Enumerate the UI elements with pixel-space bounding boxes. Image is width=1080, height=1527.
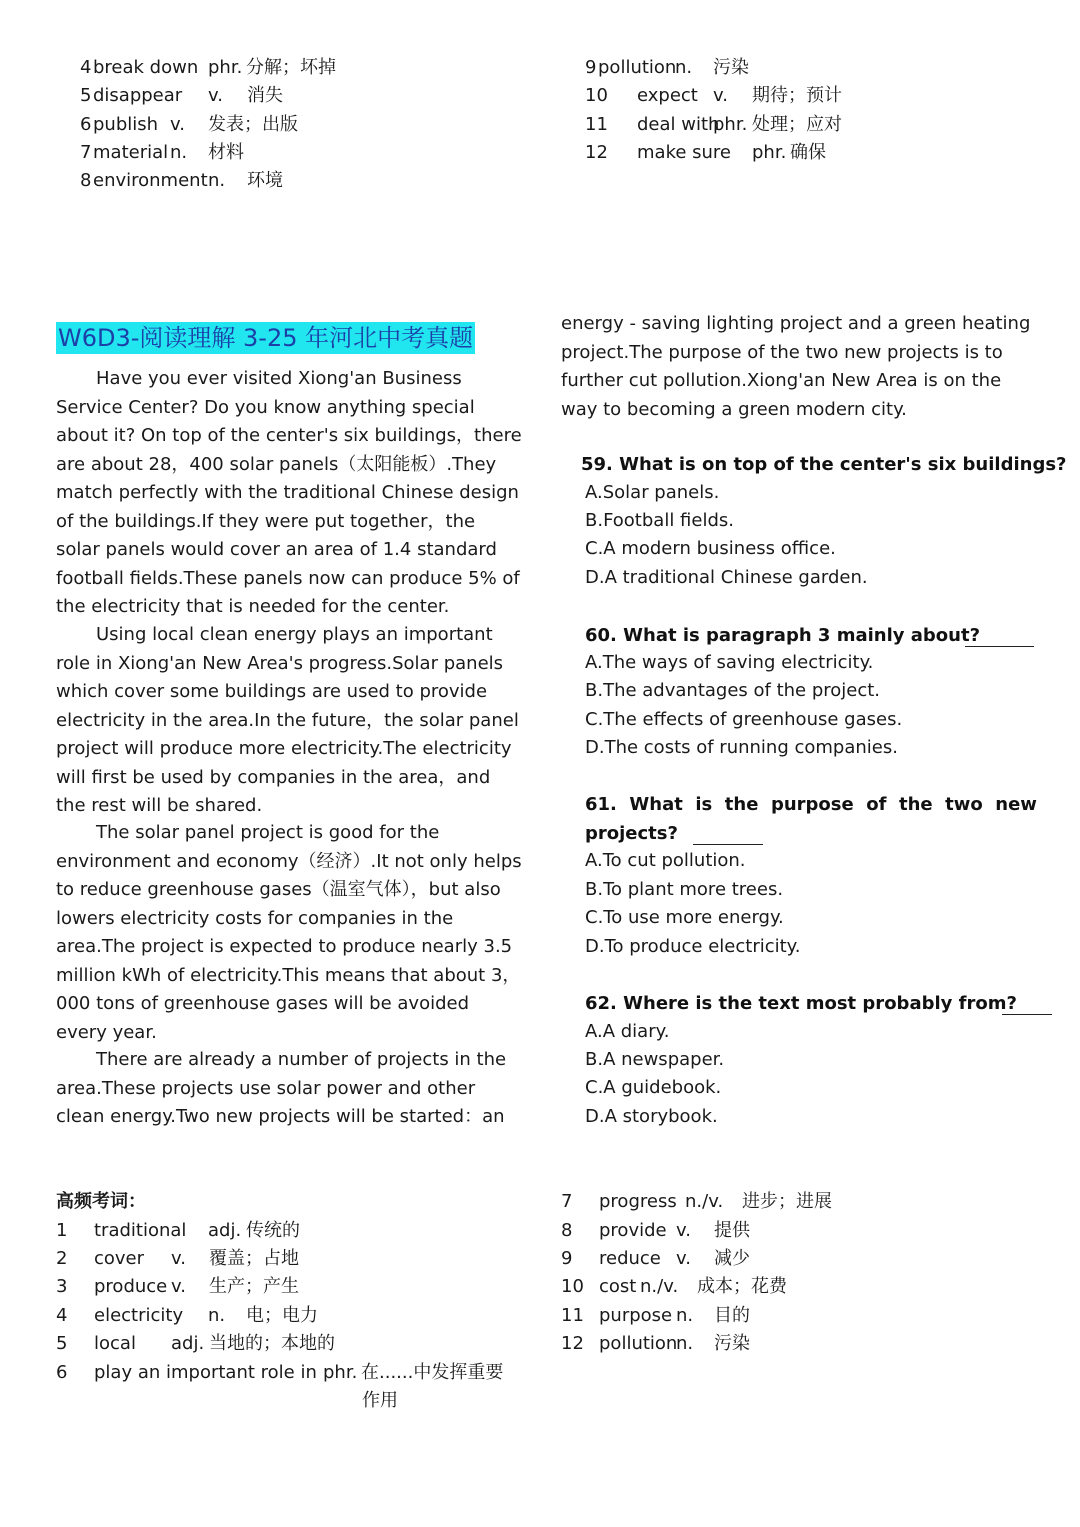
option-d: D.The costs of running companies.: [585, 737, 898, 758]
answer-blank[interactable]: [965, 630, 1034, 647]
vocab-pos: v.: [171, 1276, 186, 1297]
option-b: B.To plant more trees.: [585, 879, 784, 900]
vocab-heading: 高频考词：: [56, 1191, 146, 1212]
vocab-pos: v.: [676, 1220, 691, 1241]
answer-blank[interactable]: [693, 828, 763, 845]
question-title-line-2: projects?: [585, 823, 678, 844]
question-title: 62. Where is the text most probably from?: [585, 993, 1017, 1014]
vocab-pos: n./v.: [685, 1191, 724, 1212]
vocab-meaning: 电；电力: [246, 1305, 318, 1326]
vocab-meaning: 发表；出版: [208, 114, 298, 135]
section-title: W6D3-阅读理解 3-25 年河北中考真题: [58, 324, 474, 352]
vocab-word: local: [94, 1333, 136, 1354]
vocab-number: 12: [585, 142, 608, 163]
vocab-pos: n.: [208, 170, 226, 191]
vocab-number: 7: [561, 1191, 573, 1212]
vocab-number: 10: [585, 85, 608, 106]
passage-paragraph-3: The solar panel project is good for the environment and economy（经济）.It not only helps to reduce greenhouse gases（温室气体），but also lowers electricity costs for companies in the area.The project is expected to produce nearly 3.5 million kWh of electricity.This means that about 3，000 tons of greenhouse gases will be avoided every year.: [56, 822, 522, 1043]
vocab-word: pollution: [599, 1333, 678, 1354]
vocab-word: make sure: [637, 142, 732, 163]
option-d: D.A storybook.: [585, 1106, 718, 1127]
vocab-number: 5: [80, 85, 92, 106]
vocab-meaning: 确保: [790, 142, 826, 163]
option-a: A.The ways of saving electricity.: [585, 652, 874, 673]
vocab-meaning: 期待；预计: [752, 85, 842, 106]
vocab-word: material: [93, 142, 169, 163]
question-title: 59. What is on top of the center's six buildings?: [581, 454, 1067, 475]
vocab-meaning: 环境: [247, 170, 283, 191]
vocab-meaning: 污染: [714, 1333, 750, 1354]
vocab-meaning: 处理；应对: [752, 114, 842, 135]
option-c: C.A guidebook.: [585, 1077, 722, 1098]
vocab-number: 11: [561, 1305, 584, 1326]
vocab-number: 9: [585, 57, 597, 78]
vocab-number: 6: [80, 114, 92, 135]
vocab-meaning: 生产；产生: [209, 1276, 299, 1297]
answer-blank[interactable]: [1002, 998, 1052, 1015]
question-title: 60. What is paragraph 3 mainly about?: [585, 625, 981, 646]
vocab-number: 3: [56, 1276, 68, 1297]
vocab-pos: phr.: [752, 142, 787, 163]
option-b: B.A newspaper.: [585, 1049, 725, 1070]
vocab-pos: n.: [208, 1305, 226, 1326]
option-b: B.The advantages of the project.: [585, 680, 881, 701]
option-d: D.To produce electricity.: [585, 936, 801, 957]
option-c: C.The effects of greenhouse gases.: [585, 709, 903, 730]
vocab-word: traditional: [94, 1220, 187, 1241]
vocab-word: reduce: [599, 1248, 661, 1269]
option-a: A.Solar panels.: [585, 482, 720, 503]
vocab-pos: n.: [675, 57, 693, 78]
vocab-meaning: 减少: [714, 1248, 750, 1269]
vocab-pos: v.: [171, 1248, 186, 1269]
vocab-pos: adj.: [171, 1333, 205, 1354]
vocab-number: 12: [561, 1333, 584, 1354]
vocab-number: 10: [561, 1276, 584, 1297]
vocab-word: provide: [599, 1220, 667, 1241]
option-b: B.Football fields.: [585, 510, 734, 531]
vocab-word: progress: [599, 1191, 677, 1212]
passage-paragraph-1: Have you ever visited Xiong'an Business Service Center? Do you know anything special about it? On top of the center's six buildings，there are about 28，400 solar panels（太阳能板）.They match perfectly with the traditional Chinese design of the buildings.If they were put together，the solar panels would cover an area of 1.4 standard football fields.These panels now can produce 5% of the electricity that is needed for the center.: [56, 368, 522, 617]
vocab-number: 1: [56, 1220, 68, 1241]
vocab-pos: n.: [676, 1333, 694, 1354]
passage-paragraph-2: Using local clean energy plays an important role in Xiong'an New Area's progress.Solar panels which cover some buildings are used to provide electricity in the area.In the future，the solar panel project will produce more electricity.The electricity will first be used by companies in the area，and the rest will be shared.: [56, 624, 519, 816]
vocab-pos: v.: [676, 1248, 691, 1269]
vocab-word: cost: [599, 1276, 637, 1297]
vocab-meaning: 分解；坏掉: [246, 57, 336, 78]
vocab-meaning: 传统的: [246, 1220, 300, 1241]
vocab-number: 4: [56, 1305, 68, 1326]
vocab-meaning: 消失: [247, 85, 283, 106]
vocab-meaning: 当地的；本地的: [209, 1333, 335, 1354]
vocab-word: break down: [93, 57, 199, 78]
vocab-pos: v.: [208, 85, 223, 106]
vocab-pos: n./v.: [640, 1276, 679, 1297]
vocab-pos: n.: [170, 142, 188, 163]
vocab-word: produce: [94, 1276, 168, 1297]
vocab-pos: adj.: [208, 1220, 242, 1241]
vocab-meaning: 材料: [208, 142, 244, 163]
vocab-word: disappear: [93, 85, 183, 106]
vocab-number: 2: [56, 1248, 68, 1269]
vocab-word: play an important role in: [94, 1362, 317, 1383]
vocab-number: 4: [80, 57, 92, 78]
option-a: A.To cut pollution.: [585, 850, 746, 871]
option-c: C.To use more energy.: [585, 907, 784, 928]
vocab-word: environment: [93, 170, 208, 191]
vocab-number: 11: [585, 114, 608, 135]
vocab-pos: v.: [170, 114, 185, 135]
option-a: A.A diary.: [585, 1021, 670, 1042]
question-title-line-1: 61. What is the purpose of the two new: [585, 794, 1037, 815]
vocab-pos: v.: [713, 85, 728, 106]
vocab-meaning: 污染: [713, 57, 749, 78]
vocab-word: purpose: [599, 1305, 673, 1326]
vocab-number: 9: [561, 1248, 573, 1269]
vocab-number: 6: [56, 1362, 68, 1383]
passage-paragraph-4-continued: energy - saving lighting project and a green heating project.The purpose of the two new projects is to further cut pollution.Xiong'an New Area is on the way to becoming a green modern city.: [561, 313, 1031, 420]
vocab-meaning: 提供: [714, 1220, 750, 1241]
vocab-meaning: 覆盖；占地: [209, 1248, 299, 1269]
vocab-word: expect: [637, 85, 698, 106]
vocab-number: 5: [56, 1333, 68, 1354]
option-c: C.A modern business office.: [585, 538, 836, 559]
vocab-word: cover: [94, 1248, 145, 1269]
vocab-number: 8: [561, 1220, 573, 1241]
vocab-meaning: 成本；花费: [697, 1276, 787, 1297]
vocab-pos: phr.: [208, 57, 243, 78]
passage-paragraph-4: There are already a number of projects in the area.These projects use solar power and other clean energy.Two new projects will be started：an: [56, 1049, 507, 1127]
vocab-meaning: 作用: [362, 1390, 398, 1411]
vocab-word: deal with: [637, 114, 720, 135]
vocab-word: electricity: [94, 1305, 184, 1326]
vocab-pos: phr.: [323, 1362, 358, 1383]
option-d: D.A traditional Chinese garden.: [585, 567, 868, 588]
vocab-pos: phr.: [713, 114, 748, 135]
vocab-number: 7: [80, 142, 92, 163]
vocab-word: publish: [93, 114, 159, 135]
vocab-pos: n.: [676, 1305, 694, 1326]
vocab-word: pollution: [598, 57, 677, 78]
vocab-number: 8: [80, 170, 92, 191]
vocab-meaning: 在......中发挥重要: [361, 1362, 504, 1383]
vocab-meaning: 目的: [714, 1305, 750, 1326]
vocab-meaning: 进步；进展: [742, 1191, 832, 1212]
